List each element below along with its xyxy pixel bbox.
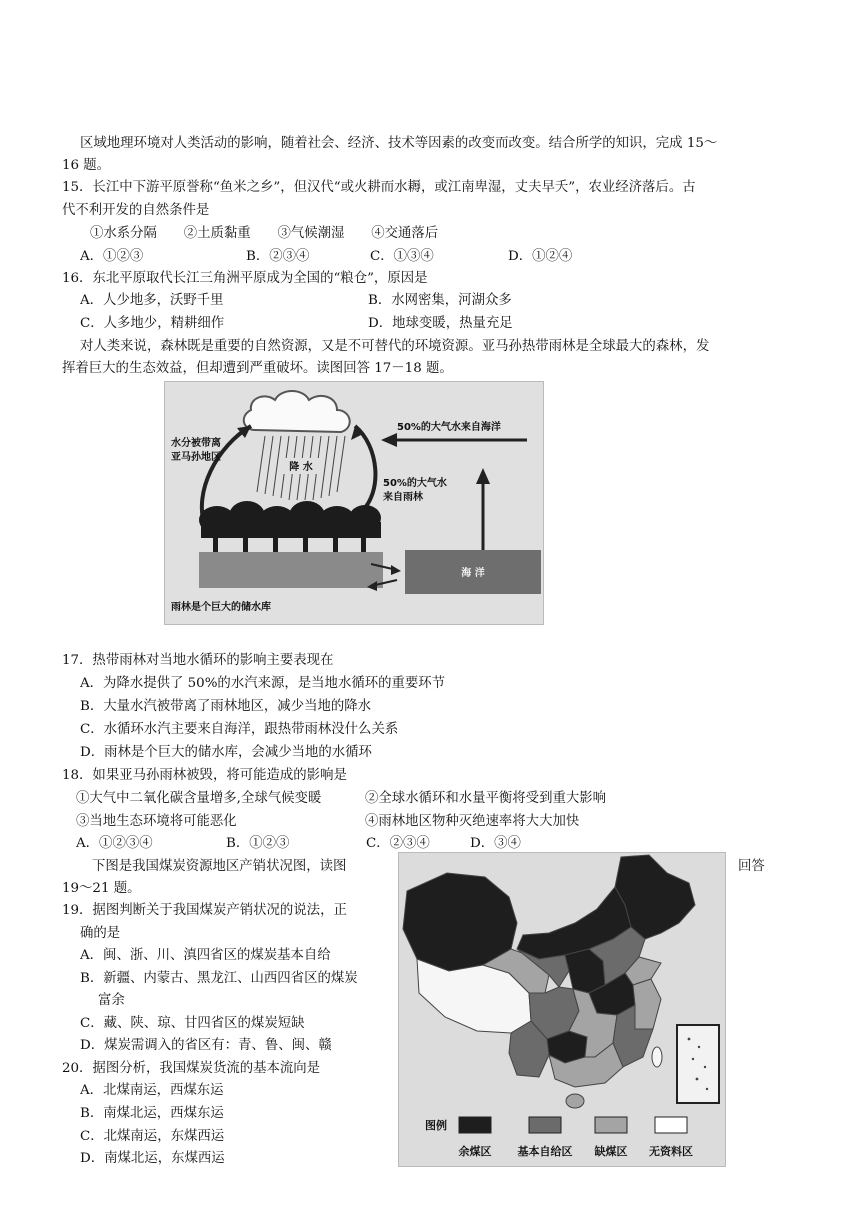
option-c: C．①③④: [370, 249, 434, 264]
option-c: C．②③④: [366, 836, 430, 851]
china-coal-map-figure: [398, 852, 726, 1167]
option-a: A．①②③④: [76, 836, 153, 851]
rain-label: 降 水: [289, 462, 313, 473]
legend-swatch-deficit: [595, 1117, 627, 1133]
question-15-options: [80, 246, 780, 268]
forest-ground: [199, 552, 383, 588]
legend-swatch-surplus: [459, 1117, 491, 1133]
question-19-stem: 确的是: [80, 926, 121, 941]
intro-text: 回答: [738, 859, 765, 874]
region-taiwan: [652, 1047, 662, 1067]
legend-label-no-data: 无资料区: [649, 1145, 693, 1158]
legend-swatch-no-data: [655, 1117, 687, 1133]
legend-label-deficit: 缺煤区: [594, 1145, 628, 1158]
option-a: A．北煤南运，西煤东运: [80, 1083, 224, 1098]
option-d: D．①②④: [508, 249, 573, 264]
question-15-items: ①水系分隔 ②土质黏重 ③气候潮湿 ④交通落后: [90, 226, 439, 241]
legend-label-self-sufficient: 基本自给区: [517, 1145, 573, 1158]
option-a: A．闽、浙、川、滇四省区的煤炭基本自给: [80, 948, 331, 963]
legend-label-surplus: 余煤区: [458, 1145, 492, 1158]
south-china-sea-inset: [677, 1025, 719, 1103]
question-15-stem: 代不利开发的自然条件是: [62, 203, 210, 218]
option-b: B．水网密集，河湖众多: [368, 293, 512, 308]
reservoir-label: 雨林是个巨大的储水库: [171, 602, 271, 613]
option-c: C．藏、陕、琼、甘四省区的煤炭短缺: [80, 1016, 305, 1031]
option-a: A．为降水提供了 50%的水汽来源，是当地水循环的重要环节: [80, 676, 446, 691]
intro-text: 区域地理环境对人类活动的影响，随着社会、经济、技术等因素的改变而改变。结合所学的知识，完成 15～: [80, 136, 718, 151]
option-b: B．①②③: [226, 836, 290, 851]
legend-swatch-self-sufficient: [529, 1117, 561, 1133]
option-c: C．北煤南运，东煤西运: [80, 1129, 225, 1144]
question-16-options: [80, 290, 780, 334]
question-18-stem: 18．如果亚马孙雨林被毁，将可能造成的影响是: [62, 768, 347, 783]
question-18-item: ④雨林地区物种灭绝速率将大大加快: [365, 814, 580, 829]
intro-text: 对人类来说，森林既是重要的自然资源，又是不可替代的环境资源。亚马孙热带雨林是全球最大的森林，发: [80, 339, 710, 354]
ocean-label: 海 洋: [461, 568, 485, 579]
option-b: B．新疆、内蒙古、黑龙江、山西四省区的煤炭: [80, 971, 358, 986]
question-18-item: ③当地生态环境将可能恶化: [76, 814, 237, 829]
moisture-carried-label: 水分被带离: [171, 438, 221, 449]
question-19-stem: 19．据图判断关于我国煤炭产销状况的说法，正: [62, 903, 347, 918]
question-18-item: ②全球水循环和水量平衡将受到重大影响: [365, 791, 607, 806]
option-b: B．南煤北运，西煤东运: [80, 1106, 224, 1121]
intro-text: 下图是我国煤炭资源地区产销状况图，读图: [92, 859, 347, 874]
option-d: D．雨林是个巨大的储水库，会减少当地的水循环: [80, 745, 372, 760]
legend-title: 图例: [425, 1119, 447, 1132]
option-b: B．②③④: [246, 249, 310, 264]
ocean-vapor-label: 50%的大气水来自海洋: [397, 422, 501, 433]
question-17-stem: 17．热带雨林对当地水循环的影响主要表现在: [62, 653, 334, 668]
question-18-item: ①大气中二氧化碳含量增多,全球气候变暖: [76, 791, 322, 806]
region-hainan: [566, 1094, 584, 1108]
option-d: D．地球变暖，热量充足: [368, 316, 513, 331]
rainforest-water-cycle-figure: [164, 381, 544, 625]
question-20-stem: 20．据图分析，我国煤炭货流的基本流向是: [62, 1061, 321, 1076]
forest-vapor-label: 来自雨林: [383, 492, 423, 503]
option-d: D．煤炭需调入的省区有：青、鲁、闽、赣: [80, 1038, 332, 1053]
option-b: B．大量水汽被带离了雨林地区，减少当地的降水: [80, 699, 372, 714]
option-c: C．人多地少，精耕细作: [80, 316, 225, 331]
moisture-carried-label: 亚马孙地区: [171, 452, 221, 463]
option-c: C．水循环水汽主要来自海洋，跟热带雨林没什么关系: [80, 722, 399, 737]
option-a: A．人少地多，沃野千里: [80, 293, 224, 308]
intro-text: 挥着巨大的生态效益，但却遭到严重破坏。读图回答 17－18 题。: [62, 361, 453, 376]
option-d: D．③④: [470, 836, 521, 851]
forest-vapor-label: 50%的大气水: [383, 478, 447, 489]
question-15-stem: 15．长江中下游平原誉称“鱼米之乡”，但汉代“或火耕而水耨，或江南卑湿，丈夫早夭”，农业经济落后。古: [62, 180, 696, 195]
intro-text: 19～21 题。: [62, 881, 141, 896]
question-16-stem: 16．东北平原取代长江三角洲平原成为全国的“粮仓”，原因是: [62, 271, 428, 286]
option-b-cont: 富余: [98, 993, 125, 1008]
option-a: A．①②③: [80, 249, 144, 264]
option-d: D．南煤北运，东煤西运: [80, 1151, 225, 1166]
intro-text: 16 题。: [62, 158, 111, 173]
